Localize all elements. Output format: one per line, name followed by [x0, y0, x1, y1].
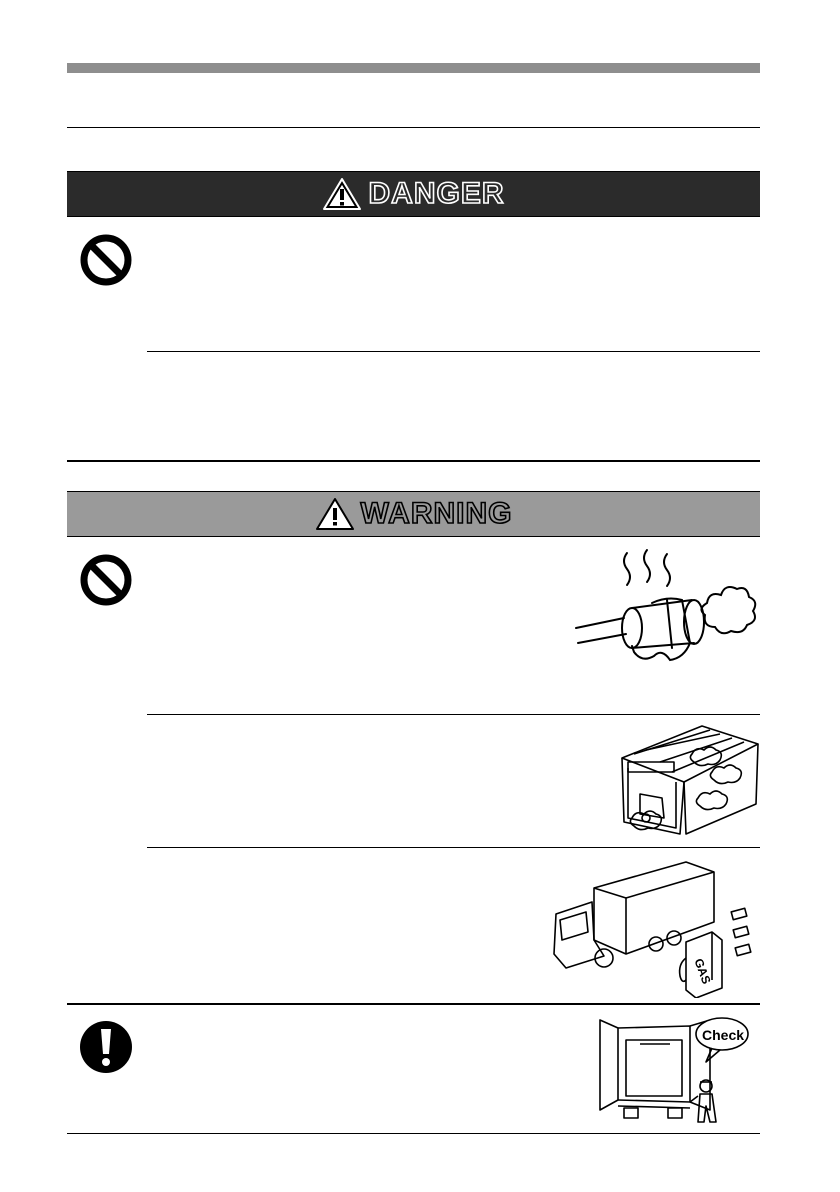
prohibition-icon	[79, 553, 133, 607]
danger-label: DANGER	[368, 177, 505, 210]
gas-pump-label: GAS	[691, 956, 714, 986]
footer-rule	[67, 1133, 760, 1134]
mandatory-action-icon	[79, 1020, 133, 1074]
covered-exhaust-illustration	[572, 548, 758, 680]
warning-label: WARNING	[360, 497, 513, 530]
warning-section-rule	[67, 1003, 760, 1005]
truck-refuel-illustration	[546, 858, 758, 998]
danger-item-divider	[147, 351, 760, 352]
warning-triangle-icon	[315, 497, 355, 531]
header-rule	[67, 127, 760, 128]
danger-section-bottom-rule	[67, 460, 760, 462]
prohibition-icon	[79, 233, 133, 287]
inspection-illustration	[594, 1010, 760, 1128]
check-bubble-label: Check	[702, 1027, 745, 1043]
warning-item-divider-2	[147, 847, 760, 848]
garage-exhaust-illustration	[612, 718, 760, 836]
warning-item-divider-1	[147, 714, 760, 715]
danger-banner	[67, 171, 760, 217]
top-gray-rule	[67, 63, 760, 73]
warning-banner	[67, 491, 760, 537]
warning-triangle-icon	[322, 177, 362, 211]
